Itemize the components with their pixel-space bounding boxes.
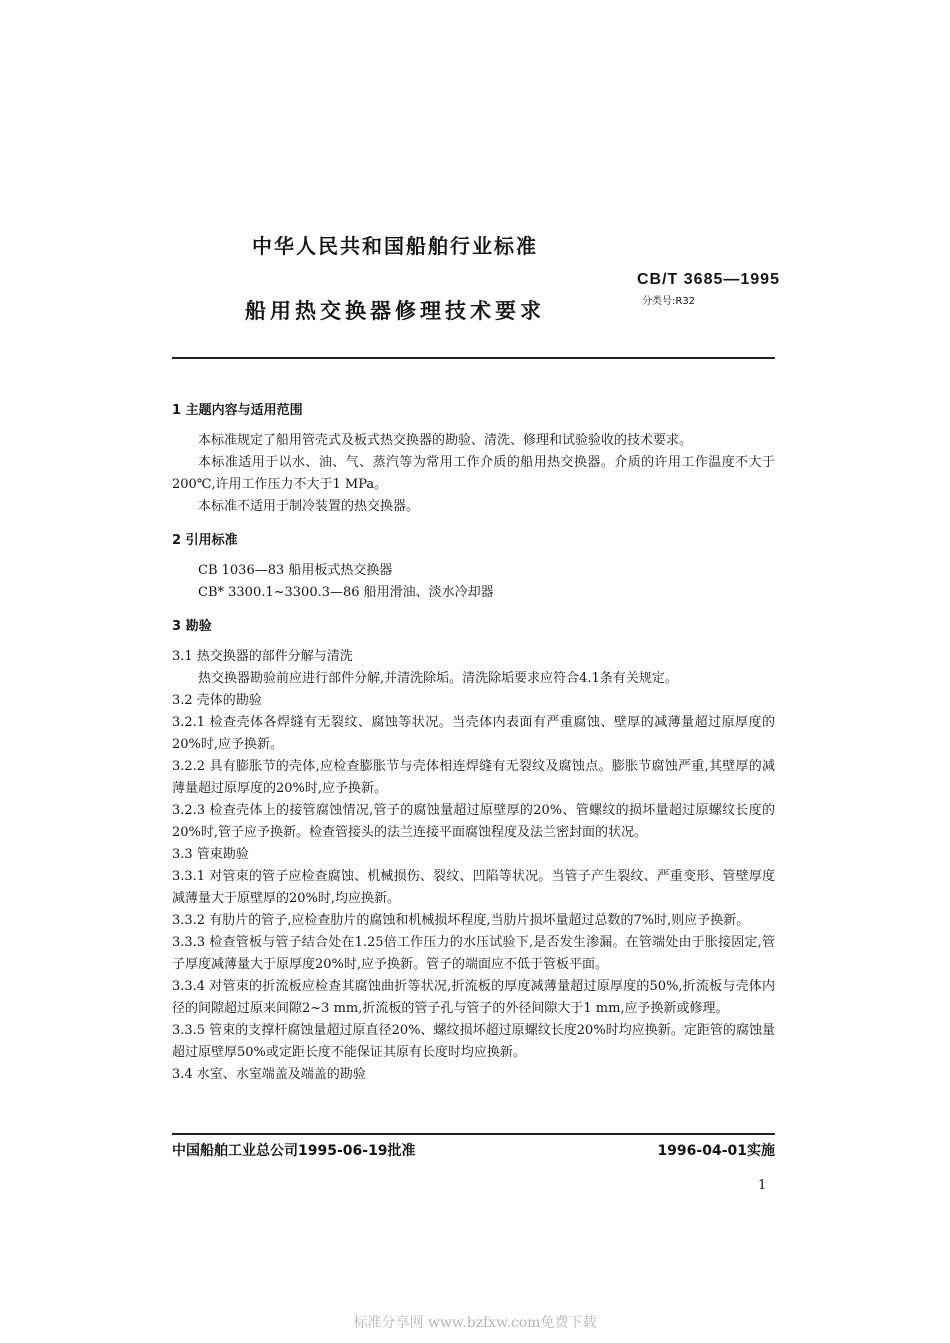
watermark: 标准分享网 www.bzfxw.com免费下载 [353,1315,597,1331]
clause-3-4-title: 3.4 水室、水室端盖及端盖的勘验 [172,1067,366,1082]
reference-1: CB 1036—83 船用板式热交换器 [198,563,393,578]
classification-code: 分类号:R32 [642,296,696,307]
document-body [172,400,775,1086]
section-3-heading: 3 勘验 [172,619,212,634]
reference-2: CB* 3300.1~3300.3—86 船用滑油、淡水冷却器 [198,585,494,600]
standard-code: CB/T 3685—1995 [637,271,780,288]
header-divider [172,357,775,359]
clause-3-3-5: 3.3.5 管束的支撑杆腐蚀量超过原直径20%、螺纹损坏超过原螺纹长度20%时均应换新。定距管的腐蚀量超过原壁厚50%或定距长度不能保证其原有长度时均应换新。 [172,1023,775,1060]
clause-3-2-title: 3.2 壳体的勘验 [172,693,262,708]
clause-3-3-1: 3.3.1 对管束的管子应检查腐蚀、机械损伤、裂纹、凹陷等状况。当管子产生裂纹、严重变形、管壁厚度减薄量大于原壁厚的20%时,均应换新。 [172,869,775,906]
clause-3-2-3: 3.2.3 检查壳体上的接管腐蚀情况,管子的腐蚀量超过原壁厚的20%、管螺纹的损坏量超过原螺纹长度的20%时,管子应予换新。检查管接头的法兰连接平面腐蚀程度及法兰密封面的状况。 [172,803,775,840]
document-title: 船用热交换器修理技术要求 [245,299,545,323]
approval-date: 中国船舶工业总公司1995-06-19批准 [172,1143,416,1159]
section-1-paragraph-2: 本标准适用于以水、油、气、蒸汽等为常用工作介质的船用热交换器。介质的许用工作温度不大于200℃,许用工作压力不大于1 MPa。 [172,455,775,492]
clause-3-3-3: 3.3.3 检查管板与管子结合处在1.25倍工作压力的水压试验下,是否发生渗漏。在管端处由于胀接固定,管子厚度减薄量大于原厚度20%时,应予换新。管子的端面应不低于管板平面。 [172,935,775,972]
page-number: 1 [758,1178,767,1193]
section-1-heading: 1 主题内容与适用范围 [172,403,303,418]
effective-date: 1996-04-01实施 [657,1143,775,1159]
clause-3-3-4: 3.3.4 对管束的折流板应检查其腐蚀曲折等状况,折流板的厚度减薄量超过原厚度的50%,折流板与壳体内径的间隙超过原来间隙2~3 mm,折流板的管子孔与管子的外径间隙大于1 mm,应予换新或修理。 [172,979,775,1016]
section-2-heading: 2 引用标准 [172,533,238,548]
section-1-paragraph-1: 本标准规定了船用管壳式及板式热交换器的勘验、清洗、修理和试验验收的技术要求。 [198,433,693,448]
clause-3-3-title: 3.3 管束勘验 [172,847,249,862]
footer-divider [172,1133,775,1135]
clause-3-2-1: 3.2.1 检查壳体各焊缝有无裂纹、腐蚀等状况。当壳体内表面有严重腐蚀、壁厚的减薄量超过原厚度的20%时,应予换新。 [172,715,775,752]
clause-3-1-text: 热交换器勘验前应进行部件分解,并清洗除垢。清洗除垢要求应符合4.1条有关规定。 [198,671,678,686]
clause-3-3-2: 3.3.2 有肋片的管子,应检查肋片的腐蚀和机械损坏程度,当肋片损坏量超过总数的7%时,则应予换新。 [172,913,750,928]
clause-3-2-2: 3.2.2 具有膨胀节的壳体,应检查膨胀节与壳体相连焊缝有无裂纹及腐蚀点。膨胀节腐蚀严重,其壁厚的减薄量超过原厚度的20%时,应予换新。 [172,759,775,796]
section-1-paragraph-3: 本标准不适用于制冷装置的热交换器。 [198,499,420,514]
organization-title: 中华人民共和国船舶行业标准 [252,234,538,258]
clause-3-1-title: 3.1 热交换器的部件分解与清洗 [172,649,353,664]
